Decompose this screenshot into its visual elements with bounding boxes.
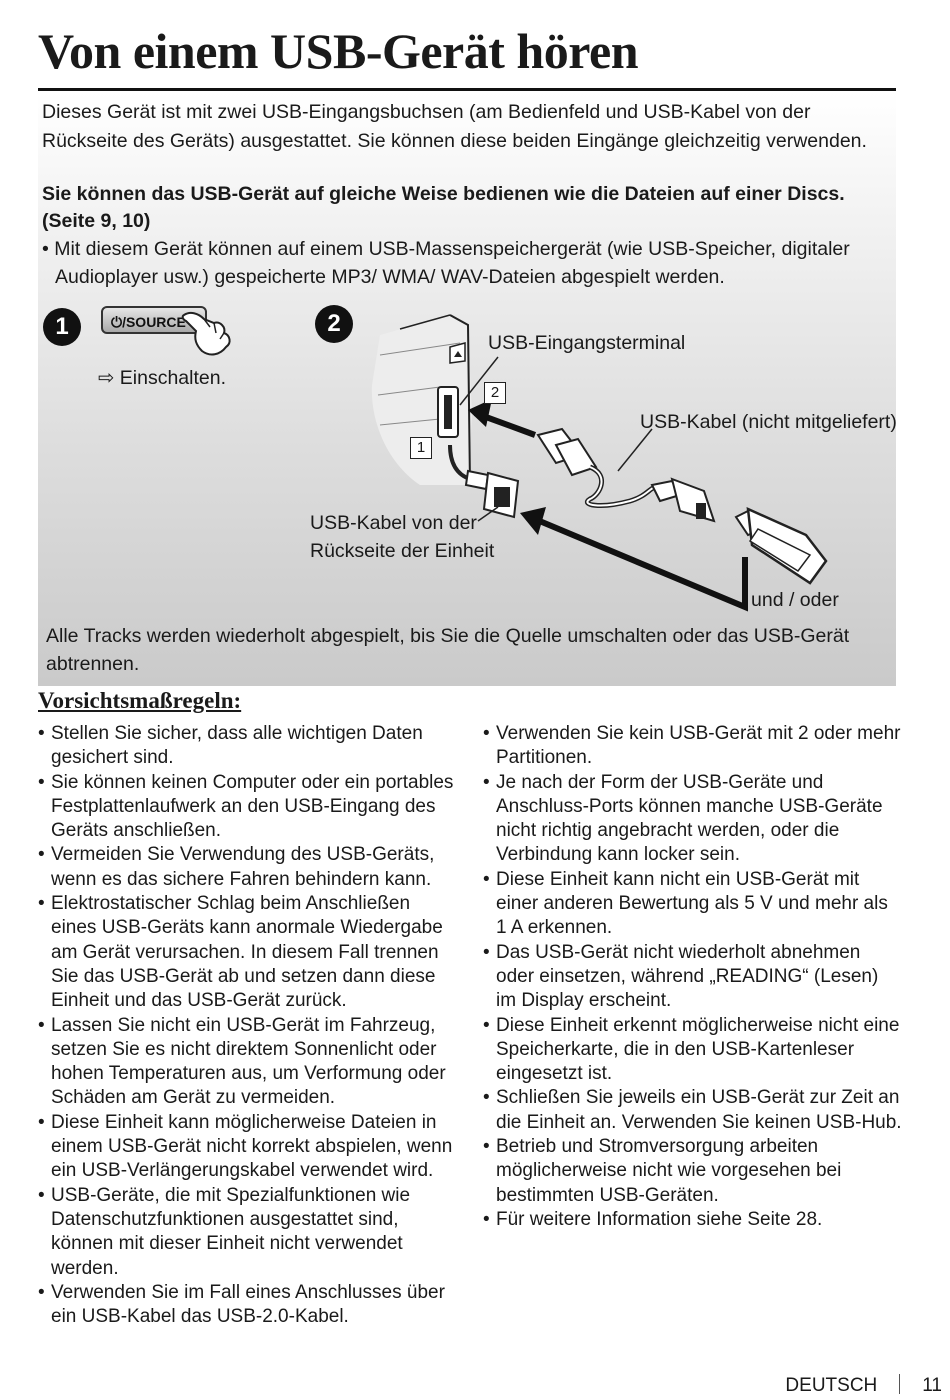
list-item: • Verwenden Sie im Fall eines Anschlusses über ein USB-Kabel das USB-2.0-Kabel. — [38, 1281, 458, 1330]
list-item: • Das USB-Gerät nicht wiederholt abnehmen oder einsetzen, während „READING“ (Lesen) im Display erscheint. — [483, 941, 903, 1014]
step-2-number: 2 — [315, 305, 353, 343]
list-item: • Betrieb und Stromversorgung arbeiten möglicherweise nicht wie vorgesehen bei bestimmten USB-Geräten. — [483, 1135, 903, 1208]
list-item: • Lassen Sie nicht ein USB-Gerät im Fahrzeug, setzen Sie es nicht direktem Sonnenlicht oder hohen Temperaturen aus, um Verformung oder Schäden am Gerät zu vermeiden. — [38, 1014, 458, 1111]
list-item: • Je nach der Form der USB-Geräte und Anschluss-Ports können manche USB-Geräte nicht richtig angebracht werden, oder die Verbindung kann locker sein. — [483, 771, 903, 868]
cautions-heading: Vorsichtsmaßregeln: — [38, 688, 242, 713]
cautions-left-list — [38, 722, 458, 1329]
list-item: • Stellen Sie sicher, dass alle wichtigen Daten gesichert sind. — [38, 722, 458, 771]
footer-divider — [899, 1374, 900, 1394]
format-bullet: • Mit diesem Gerät können auf einem USB-Massenspeichergerät (wie USB-Speicher, digitaler Audioplayer usw.) gespeicherte MP3/ WMA/ WAV-Dateien abgespielt werden. — [42, 238, 850, 288]
title-divider — [38, 88, 896, 91]
footer-language: DEUTSCH — [785, 1375, 878, 1396]
list-item: • Diese Einheit kann nicht ein USB-Gerät mit einer anderen Bewertung als 5 V und mehr als 1 A erkennen. — [483, 868, 903, 941]
page-title: Von einem USB-Gerät hören — [38, 23, 638, 79]
label-rear-cable-line1: USB-Kabel von der — [310, 512, 477, 534]
list-item: • Verwenden Sie kein USB-Gerät mit 2 oder mehr Partitionen. — [483, 722, 903, 771]
page-number: 11 — [922, 1375, 942, 1396]
list-item: • Elektrostatischer Schlag beim Anschließen eines USB-Geräts kann anormale Wiedergabe am Gerät verursachen. In diesem Fall trennen Sie das USB-Gerät ab und setzen dann diese Einheit und das USB-Gerät zurück. — [38, 892, 458, 1013]
bold-note: Sie können das USB-Gerät auf gleiche Weise bedienen wie die Dateien auf einer Discs. (Seite 9, 10) — [42, 183, 845, 232]
list-item: • Diese Einheit erkennt möglicherweise nicht eine Speicherkarte, die in den USB-Kartenleser eingesetzt ist. — [483, 1014, 903, 1087]
source-button: ⏻/SOURCE — [101, 306, 207, 334]
intro-text: Dieses Gerät ist mit zwei USB-Eingangsbuchsen (am Bedienfeld und USB-Kabel von der Rückseite des Geräts) ausgestattet. Sie können diese beiden Eingänge gleichzeitig verwenden. — [42, 101, 867, 152]
terminal-number-1: 1 — [410, 437, 432, 459]
list-item: • Schließen Sie jeweils ein USB-Gerät zur Zeit an die Einheit an. Verwenden Sie keinen USB-Hub. — [483, 1086, 903, 1135]
list-item: • USB-Geräte, die mit Spezialfunktionen wie Datenschutzfunktionen ausgestattet sind, können mit dieser Einheit nicht verwendet werden. — [38, 1184, 458, 1281]
usb-cable-socket — [672, 479, 714, 521]
list-item: • Sie können keinen Computer oder ein portables Festplattenlaufwerk an den USB-Eingang des Geräts anschließen. — [38, 771, 458, 844]
label-and-or: und / oder — [751, 589, 839, 611]
pointing-hand-icon — [180, 305, 238, 357]
label-usb-input-terminal: USB-Eingangsterminal — [488, 332, 686, 354]
repeat-note: Alle Tracks werden wiederholt abgespielt, bis Sie die Quelle umschalten oder das USB-Gerät abtrennen. — [46, 625, 850, 675]
label-usb-cable-not-supplied: USB-Kabel (nicht mitgeliefert) — [640, 411, 897, 433]
terminal-number-2: 2 — [484, 382, 506, 404]
page-footer — [785, 1374, 942, 1397]
list-item: • Vermeiden Sie Verwendung des USB-Geräts, wenn es das sichere Fahren behindern kann. — [38, 843, 458, 892]
step-1-text: ⇨ Einschalten. — [98, 367, 226, 389]
list-item: • Für weitere Information siehe Seite 28. — [483, 1208, 903, 1232]
label-rear-cable-line2: Rückseite der Einheit — [310, 540, 495, 562]
step-1-number: 1 — [43, 308, 81, 346]
cautions-right-list — [483, 722, 903, 1232]
list-item: • Diese Einheit kann möglicherweise Dateien in einem USB-Gerät nicht korrekt abspielen, wenn ein USB-Verlängerungskabel verwendet wird. — [38, 1111, 458, 1184]
